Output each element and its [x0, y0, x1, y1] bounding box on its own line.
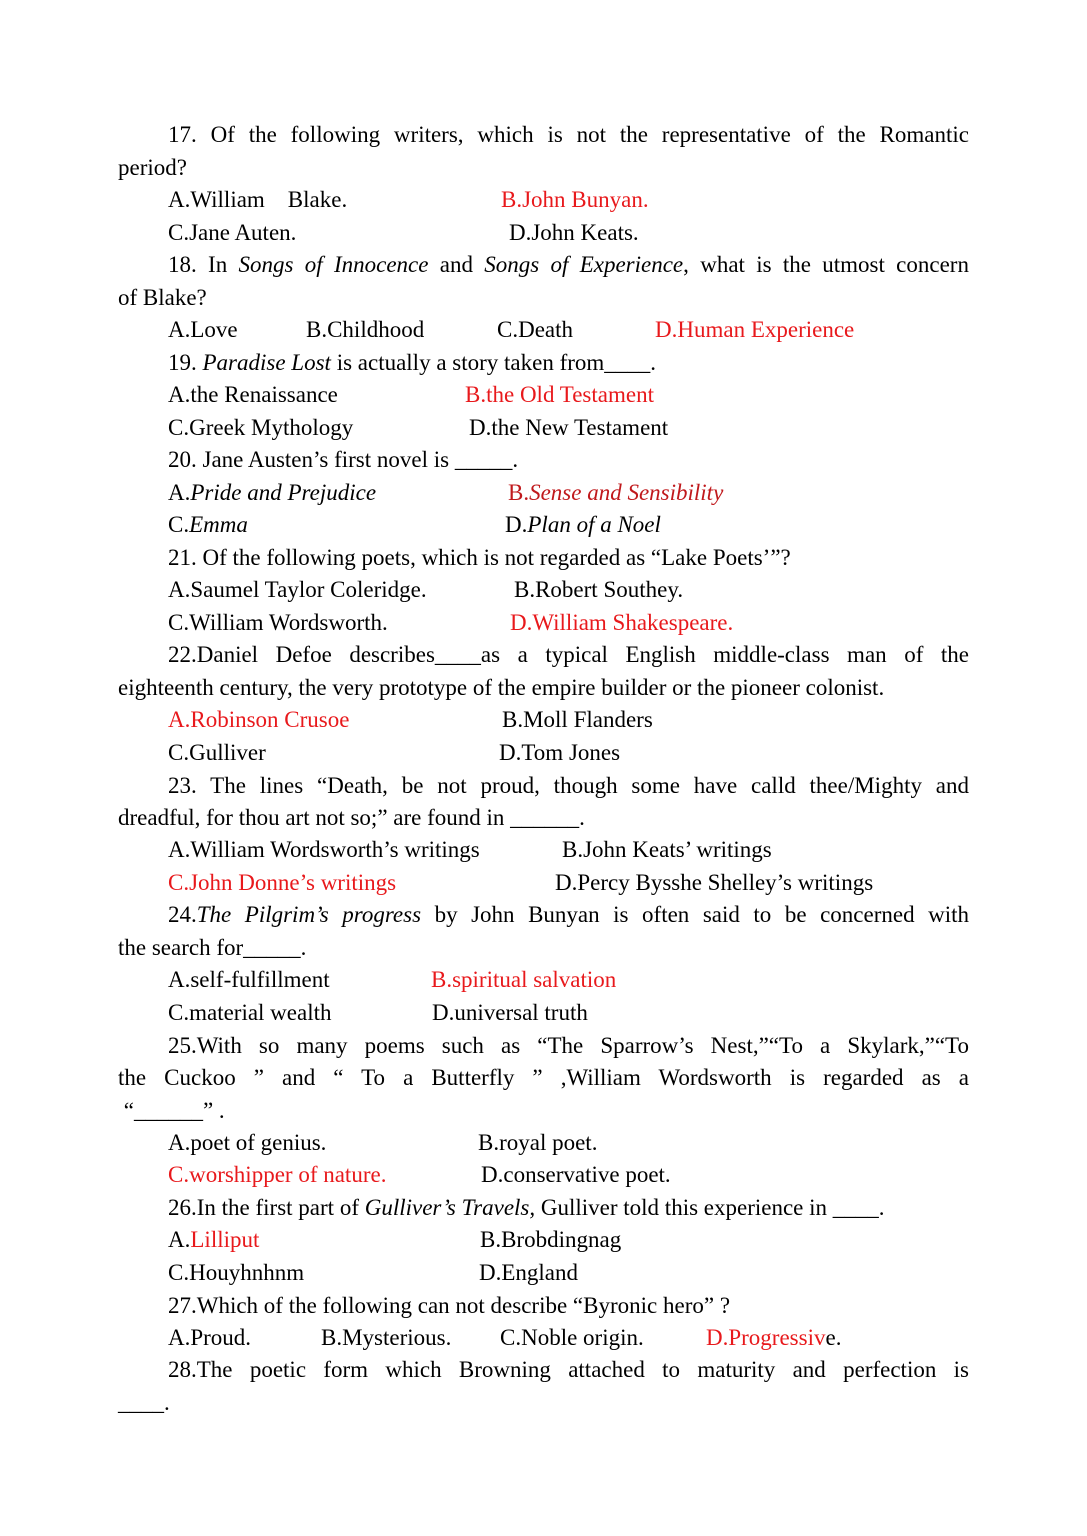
q19-stem-part1: 19. — [168, 350, 203, 375]
option-23-c-answer: C.John Donne’s writings — [168, 870, 397, 895]
option-20-c — [168, 511, 248, 539]
option-20-d-title: Plan of a Noel — [527, 512, 661, 537]
question-25-stem: 25.With so many poems such as “The Sparrow’s Nest,”“To a Skylark,”“To — [168, 1033, 969, 1058]
option-20-b-title: Sense and Sensibility — [529, 480, 724, 505]
question-26-stem — [168, 1194, 885, 1222]
question-25-blank: “______” . — [118, 1098, 225, 1123]
option-27-a: A.Proud. — [168, 1325, 252, 1350]
option-20-a-prefix: A. — [168, 480, 191, 505]
question-28-stem-cont: ____. — [118, 1390, 170, 1415]
option-25-d: D.conservative poet. — [481, 1162, 671, 1187]
option-26-b: B.Brobdingnag — [480, 1227, 622, 1252]
option-26-a-prefix: A. — [168, 1227, 191, 1252]
option-22-d: D.Tom Jones — [499, 740, 621, 765]
option-17-b-answer: B.John Bunyan. — [501, 187, 649, 212]
option-25-b: B.royal poet. — [478, 1130, 598, 1155]
q26-stem-part1: 26.In the first part of — [168, 1195, 365, 1220]
option-27-d-text: D.Progressiv — [706, 1325, 826, 1350]
question-23-stem-cont: dreadful, for thou art not so;” are found in ______. — [118, 805, 585, 830]
option-24-c: C.material wealth — [168, 1000, 332, 1025]
option-20-b-prefix: B. — [508, 480, 530, 505]
q24-stem-part2: by John Bunyan is often said to be concerned with — [421, 902, 969, 927]
question-24-stem — [168, 901, 969, 929]
q18-stem-part2: and — [428, 252, 485, 277]
option-17-a: A.William Blake. — [168, 187, 348, 212]
q18-stem-part3: , what is the utmost concern — [683, 252, 969, 277]
option-18-b: B.Childhood — [306, 317, 425, 342]
option-17-c: C.Jane Auten. — [168, 220, 297, 245]
option-19-b-answer: B.the Old Testament — [465, 382, 654, 407]
question-19-stem — [168, 349, 656, 377]
option-27-d-tail: e. — [825, 1325, 842, 1350]
option-17-d: D.John Keats. — [509, 220, 639, 245]
question-18-stem — [168, 251, 969, 279]
option-18-c: C.Death — [497, 317, 574, 342]
q19-title: Paradise Lost — [202, 350, 331, 375]
question-17-stem: 17. Of the following writers, which is not the representative of the Romantic — [168, 122, 969, 147]
q26-title: Gulliver’s Travels, — [364, 1195, 536, 1220]
option-18-a: A.Love — [168, 317, 238, 342]
question-23-stem: 23. The lines “Death, be not proud, though some have calld thee/Mighty and — [168, 773, 969, 798]
option-23-a: A.William Wordsworth’s writings — [168, 837, 480, 862]
q18-stem-part1: 18. In — [168, 252, 239, 277]
option-20-c-title: Emma — [189, 512, 248, 537]
question-20-stem: 20. Jane Austen’s first novel is _____. — [168, 447, 519, 472]
q26-stem-part2: Gulliver told this experience in ____. — [535, 1195, 885, 1220]
option-26-d: D.England — [479, 1260, 579, 1285]
option-26-a-answer — [168, 1226, 259, 1254]
option-18-d-answer: D.Human Experience — [655, 317, 855, 342]
option-26-c: C.Houyhnhnm — [168, 1260, 305, 1285]
q24-title: The Pilgrim’s progress — [196, 902, 422, 927]
option-21-d-answer: D.William Shakespeare. — [510, 610, 734, 635]
q18-title-1: Songs of Innocence — [238, 252, 429, 277]
question-22-stem-cont: eighteenth century, the very prototype of the empire builder or the pioneer colonist. — [118, 675, 885, 700]
option-20-b-answer — [508, 479, 723, 507]
question-24-stem-cont: the search for_____. — [118, 935, 307, 960]
option-24-a: A.self-fulfillment — [168, 967, 330, 992]
question-18-stem-cont: of Blake? — [118, 285, 207, 310]
option-22-b: B.Moll Flanders — [502, 707, 653, 732]
option-20-d-prefix: D. — [505, 512, 528, 537]
question-17-stem-cont: period? — [118, 155, 187, 180]
option-19-d: D.the New Testament — [469, 415, 669, 440]
question-28-stem: 28.The poetic form which Browning attached to maturity and perfection is — [168, 1357, 969, 1382]
option-21-c: C.William Wordsworth. — [168, 610, 388, 635]
option-23-d: D.Percy Bysshe Shelley’s writings — [555, 870, 874, 895]
option-19-a: A.the Renaissance — [168, 382, 338, 407]
option-23-b: B.John Keats’ writings — [562, 837, 772, 862]
option-20-d — [505, 511, 661, 539]
option-20-a — [168, 479, 376, 507]
option-20-a-title: Pride and Prejudice — [190, 480, 377, 505]
option-19-c: C.Greek Mythology — [168, 415, 354, 440]
option-24-d: D.universal truth — [432, 1000, 588, 1025]
option-24-b-answer: B.spiritual salvation — [431, 967, 617, 992]
option-27-b: B.Mysterious. — [321, 1325, 452, 1350]
question-25-stem-cont: the Cuckoo ” and “ To a Butterfly ” ,William Wordsworth is regarded as a — [118, 1065, 969, 1090]
option-25-c-answer: C.worshipper of nature. — [168, 1162, 387, 1187]
option-25-a: A.poet of genius. — [168, 1130, 327, 1155]
question-27-stem: 27.Which of the following can not describe “Byronic hero” ? — [168, 1293, 731, 1318]
question-22-stem: 22.Daniel Defoe describes____as a typical English middle-class man of the — [168, 642, 969, 667]
q19-stem-part2: is actually a story taken from____. — [330, 350, 657, 375]
option-21-b: B.Robert Southey. — [514, 577, 684, 602]
option-26-a-text: Lilliput — [190, 1227, 260, 1252]
option-22-c: C.Gulliver — [168, 740, 266, 765]
q24-stem-part1: 24. — [168, 902, 197, 927]
option-21-a: A.Saumel Taylor Coleridge. — [168, 577, 427, 602]
question-21-stem: 21. Of the following poets, which is not regarded as “Lake Poets’”? — [168, 545, 791, 570]
option-22-a-answer: A.Robinson Crusoe — [168, 707, 350, 732]
option-20-c-prefix: C. — [168, 512, 190, 537]
option-27-d-answer — [706, 1324, 841, 1352]
option-27-c: C.Noble origin. — [500, 1325, 644, 1350]
q18-title-2: Songs of Experience — [484, 252, 684, 277]
